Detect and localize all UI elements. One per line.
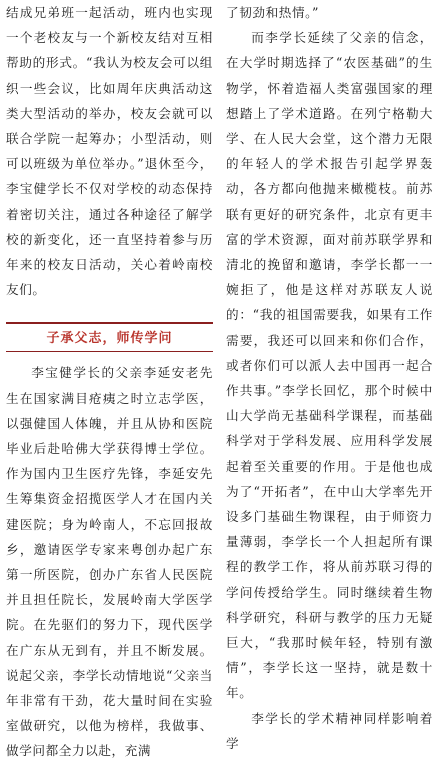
left-column — [6, 0, 213, 759]
right-paragraph-3: 李学长的学术精神同样影响着学 — [226, 710, 433, 751]
right-paragraph-2: 而李学长延续了父亲的信念，在大学时期选择了“农医基础”的生物学，怀着造福人类富强国家的理想踏上了学术道路。在列宁格勒大学、在人民大会堂，这个潜力无限的年轻人的学术报告引起学界轰动，各方都向他抛来橄榄枝。前苏联有更好的研究条件，北京有更丰富的学术资源，面对前苏联学界和清北的挽留和邀请，李学长都一一婉拒了，他是这样对苏联友人说的：“我的祖国需要我，如果有工作需要，我还可以回来和你们合作，或者你们可以派人去中国再一起合作共事。”李学长回忆，那个时候中山大学尚无基础科学课程，而基础科学对于学科发展、应用科学发展起着至关重要的作用。于是他也成为了“开拓者”，在中山大学率先开设多门基础生物课程，由于师资力量薄弱，李学长一个人担起所有课程的教学工作，将从前苏联习得的学问传授给学生。同时继续着生物科学研究，科研与教学的压力无疑巨大，“我那时候年轻，特别有激情”，李学长这一坚持，就是数十年。 — [226, 30, 433, 701]
section-title: 子承父志，师传学问 — [46, 331, 173, 347]
right-paragraph-1: 了韧劲和热情。” — [226, 5, 320, 20]
section-rule-top — [6, 322, 213, 324]
right-column — [226, 0, 433, 751]
left-paragraph-1: 结成兄弟班一起活动，班内也实现一个老校友与一个新校友结对互相帮助的形式。“我认为校友会可以组织一些会议，比如周年庆典活动这类大型活动的举办，校友会就可以联合学院一起筹办；小型活动，则可以班级为单位举办。”退休至今，李宝健学长不仅对学校的动态保持着密切关注，通过各种途径了解学校的新变化，还一直坚持着参与历年来的校友日活动，关心着岭南校友们。 — [6, 5, 213, 298]
section-rule-bottom — [6, 351, 213, 352]
left-paragraph-2: 李宝健学长的父亲李延安老先生在国家满目疮痍之时立志学医，以强健国人体魄，并且从协和医院毕业后赴哈佛大学获得博士学位。作为国内卫生医疗先锋，李延安先生筹集资金招揽医学人才在国内关建医院；身为岭南人，不忘回报故乡，邀请医学专家来粤创办起广东第一所医院，创办广东省人民医院并且担任院长，发展岭南大学医学院。在先驱们的努力下，现代医学在广东从无到有，并且不断发展。说起父亲，李学长动情地说“父亲当年非常有干劲，花大量时间在实验室做研究，以他为榜样，我做事、做学问都全力以赴，充满 — [6, 365, 213, 759]
section-header — [6, 322, 213, 352]
